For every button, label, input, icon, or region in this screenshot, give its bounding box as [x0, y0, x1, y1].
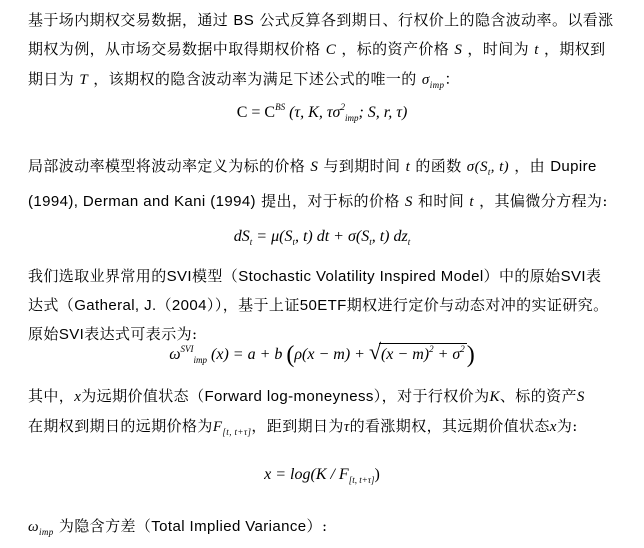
text: ，该期权的隐含波动率为满足下述公式的唯一的 [93, 70, 417, 88]
eq1-lhs: C = C [236, 104, 276, 121]
math-sigma-imp: $\sigma_{imp}$ [421, 72, 445, 90]
text: 的函数 [415, 157, 462, 175]
text: 与到期时间 [323, 157, 401, 175]
text: 期权进行定价与动态对冲的实证研究。原始 [28, 296, 609, 343]
text: ，标的资产价格 [341, 40, 450, 58]
math-t: t [405, 159, 411, 175]
text: 基于场内期权交易数据，通过 [28, 11, 229, 29]
equation-bs-implied [0, 102, 644, 123]
math-sigma-func: $\sigma(S_t$, t) [466, 159, 510, 177]
equation-log-moneyness [0, 466, 644, 485]
text: 为隐含方差（ [58, 517, 152, 535]
eq4-lhs: x = log(K / F [264, 466, 349, 483]
eq4-close: ) [374, 466, 380, 483]
text: ，时间为 [467, 40, 530, 58]
math-S: S [454, 42, 463, 58]
eq3-rad: (x − m) [380, 346, 430, 363]
eq2-dS: dS [233, 228, 250, 245]
text: ），对于行权价为 [373, 387, 490, 405]
equation-svi: $\omega^{SVI}_{imp}$ (x) = a + b (ρ(x − m) + √ $(x - m)^2 + \sigma^2$) [169, 339, 475, 368]
text: SVI [58, 326, 85, 343]
math-C: C [325, 42, 337, 58]
sqrt-symbol: √ $(x - m)^2 + \sigma^2$ [368, 339, 465, 364]
math-t: t [469, 194, 474, 210]
eq1-rest: ; S, r, τ) [358, 104, 408, 121]
text-citation: Dupire (1994), Derman and Kani (1994) [28, 158, 597, 210]
eq3-sq2: 2 [460, 344, 465, 354]
paragraph-implied-vol-intro: 基于场内期权交易数据，通过 BS 公式反算各到期日、行权价上的隐含波动率。以看涨期权为例，从市场交易数据中取得期权价格 C ，标的资产价格 S ，时间为 t ，期权到期日为 T ，该期权的隐含波动率为满足下述公式的唯一的 $\sigma_{imp}$： [28, 11, 614, 90]
math-omega: ω [28, 519, 39, 535]
text: 表达式（ [28, 267, 602, 314]
text: SVI [166, 268, 192, 285]
text: 50ETF [299, 297, 347, 314]
text: SVI [560, 268, 586, 285]
math-T: T [79, 72, 89, 88]
eq1-args: (τ, K, τσ [289, 104, 341, 121]
text: ，其偏微分方程为: [479, 192, 608, 210]
eq3-inner: ρ(x − m) + [294, 346, 365, 363]
text: ）: [306, 517, 328, 535]
equation-sde: $dS_t = \mu(S_t$, t) dt + $\sigma(S_t$, t) $dz_t$ [233, 228, 411, 247]
text: 和时间 [418, 192, 465, 210]
text: Forward log-moneyness [204, 388, 374, 405]
text: 为: [556, 417, 578, 435]
text: Total Implied Variance [151, 518, 307, 535]
math-S: S [404, 194, 413, 210]
math-omega-sub: imp [39, 527, 54, 537]
text: 其中， [28, 387, 75, 405]
text: ，期权到期日为 [28, 40, 606, 88]
text: ）中的原始 [483, 267, 561, 285]
eq2-rest2: , t) dt + σ(S [294, 228, 370, 245]
eq1-sup: BS [275, 102, 286, 112]
eq3-omega: ω [169, 346, 181, 363]
eq1-sq: 2 [340, 102, 345, 112]
text: 表达式可表示为: [84, 325, 198, 343]
text-bs: BS [233, 12, 255, 29]
paragraph-forward-moneyness: 其中，x为远期价值状态（Forward log-moneyness），对于行权价为K、标的资产S 在期权到期日的远期价格为$F_{[t, t+\tau]}$，距到期日为τ的看涨期权，其远期价值状态x为: [28, 387, 585, 437]
text: Stochastic Volatility Inspired Model [238, 268, 484, 285]
text: 为远期价值状态（ [81, 387, 205, 405]
text: 模型（ [192, 267, 239, 285]
eq1-sub: imp [344, 113, 359, 123]
text: 我们选取业界常用的 [28, 267, 167, 285]
text: 在期权到期日的远期价格为 [28, 417, 213, 435]
eq3-sup: SVI [180, 344, 194, 354]
eq4-sub: [t, t+τ] [348, 475, 375, 485]
text: 的看涨期权，其远期价值状态 [349, 417, 550, 435]
eq3-plus: + σ [433, 346, 461, 363]
eq2-rest3: , t) dz [371, 228, 408, 245]
eq3-lhs: (x) = a + b [211, 346, 283, 363]
paragraph-total-implied-variance [28, 512, 616, 547]
math-t: t [534, 42, 539, 58]
math-S: S [310, 159, 319, 175]
text: 局部波动率模型将波动率定义为标的价格 [28, 157, 306, 175]
text: 提出，对于标的价格 [261, 192, 400, 210]
eq2-rest: = μ(S [252, 228, 293, 245]
text: 公式反算各到期日、行权价上的隐含波动率。以看涨期权为例，从市场交易数据中取得期权价格 [28, 11, 614, 58]
text-citation: Gatheral, J.（2004） [74, 297, 215, 314]
eq3-sq: 2 [429, 344, 434, 354]
eq3-sub: imp [193, 355, 208, 365]
paragraph-local-vol [28, 152, 616, 217]
text: ，距到期日为 [251, 417, 344, 435]
text: 、标的资产 [499, 387, 577, 405]
text: ），基于上证 [214, 296, 300, 314]
text: ，由 [514, 157, 546, 175]
paragraph-svi-model [28, 262, 616, 349]
